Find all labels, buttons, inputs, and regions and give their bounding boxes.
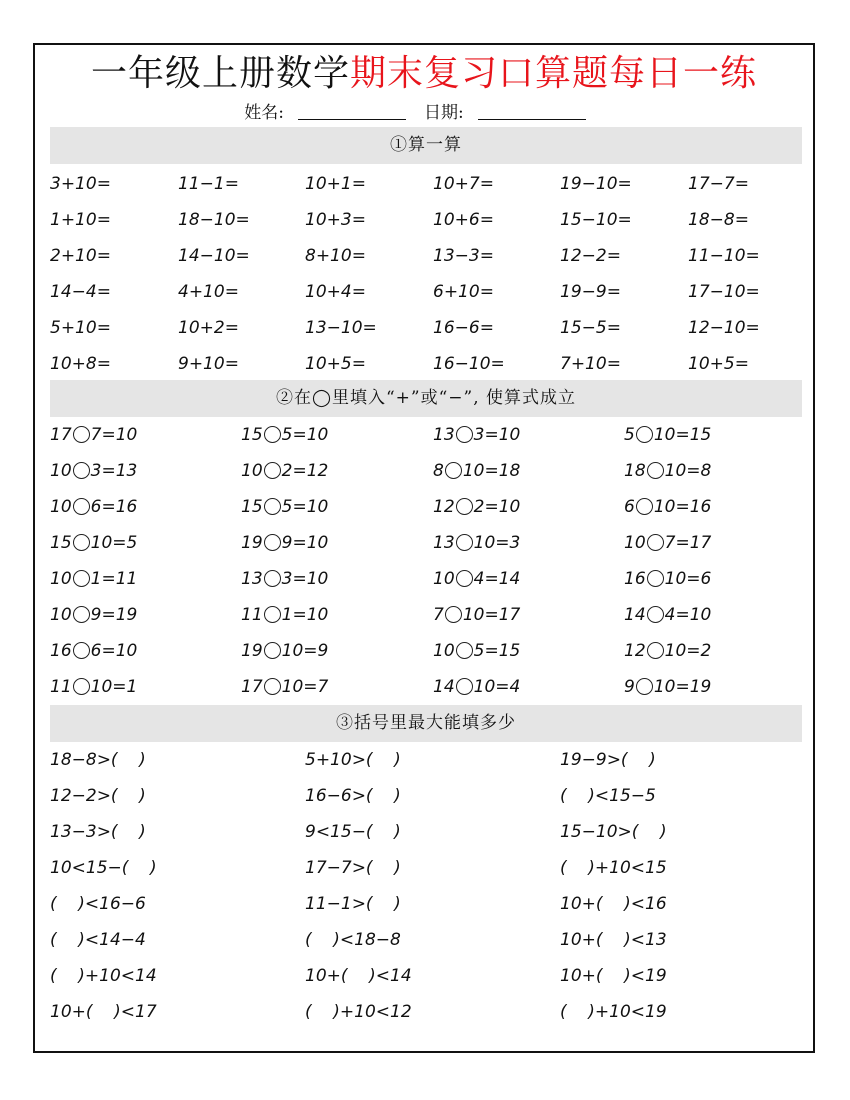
right-expression: 10=4	[473, 677, 521, 697]
arithmetic-problem[interactable]: 10+1=	[305, 174, 366, 194]
operator-circle-blank[interactable]	[264, 642, 281, 659]
operator-fill-problem	[433, 489, 520, 525]
left-operand: 10	[433, 641, 455, 661]
operator-circle-blank[interactable]	[647, 642, 664, 659]
arithmetic-problem[interactable]: 10+2=	[178, 318, 239, 338]
operator-fill-problem	[241, 597, 328, 633]
bracket-fill-problem[interactable]: ( )<15−5	[560, 786, 656, 806]
problem-row	[50, 669, 802, 705]
operator-fill-problem	[50, 525, 137, 561]
operator-circle-blank[interactable]	[456, 498, 473, 515]
problem-row	[50, 778, 802, 814]
operator-fill-problem	[433, 453, 520, 489]
operator-circle-blank[interactable]	[264, 606, 281, 623]
left-operand: 15	[50, 533, 72, 553]
right-expression: 5=10	[281, 497, 329, 517]
left-operand: 10	[50, 569, 72, 589]
problem-row	[50, 742, 802, 778]
operator-circle-blank[interactable]	[636, 498, 653, 515]
left-operand: 19	[241, 533, 263, 553]
operator-circle-blank[interactable]	[456, 570, 473, 587]
arithmetic-problem[interactable]: 2+10=	[50, 246, 111, 266]
name-date-line	[35, 101, 813, 125]
right-expression: 3=13	[90, 461, 138, 481]
left-operand: 17	[241, 677, 263, 697]
right-expression: 10=16	[653, 497, 712, 517]
arithmetic-problem[interactable]: 10+5=	[305, 354, 366, 374]
arithmetic-problem[interactable]: 10+5=	[688, 354, 749, 374]
arithmetic-problem[interactable]: 3+10=	[50, 174, 111, 194]
operator-fill-problem	[433, 525, 520, 561]
bracket-fill-problem[interactable]: 10+( )<17	[50, 1002, 157, 1022]
arithmetic-problem[interactable]: 8+10=	[305, 246, 366, 266]
arithmetic-problem[interactable]: 14−10=	[178, 246, 250, 266]
operator-fill-problem	[624, 669, 711, 705]
section-1-problems	[50, 166, 802, 382]
operator-circle-blank[interactable]	[636, 426, 653, 443]
right-expression: 10=18	[462, 461, 521, 481]
operator-fill-problem	[624, 597, 711, 633]
left-operand: 10	[50, 605, 72, 625]
bracket-fill-problem[interactable]: ( )<18−8	[305, 930, 401, 950]
operator-fill-problem	[433, 669, 520, 705]
arithmetic-problem[interactable]: 19−9=	[560, 282, 621, 302]
operator-fill-problem	[241, 633, 328, 669]
bracket-fill-problem[interactable]: 10+( )<16	[560, 894, 667, 914]
operator-circle-blank[interactable]	[647, 570, 664, 587]
right-expression: 9=10	[281, 533, 329, 553]
arithmetic-problem[interactable]: 13−3=	[433, 246, 494, 266]
problem-row	[50, 994, 802, 1030]
problem-row	[50, 202, 802, 238]
operator-circle-blank[interactable]	[445, 606, 462, 623]
right-expression: 3=10	[473, 425, 521, 445]
bracket-fill-problem[interactable]: 18−8>( )	[50, 750, 146, 770]
right-expression: 10=15	[653, 425, 712, 445]
arithmetic-problem[interactable]: 18−10=	[178, 210, 250, 230]
right-expression: 7=10	[90, 425, 138, 445]
arithmetic-problem[interactable]: 18−8=	[688, 210, 749, 230]
left-operand: 7	[433, 605, 444, 625]
problem-row	[50, 633, 802, 669]
operator-circle-blank[interactable]	[264, 426, 281, 443]
arithmetic-problem[interactable]: 15−10=	[560, 210, 632, 230]
operator-circle-blank[interactable]	[73, 426, 90, 443]
bracket-fill-problem[interactable]: 17−7>( )	[305, 858, 401, 878]
left-operand: 10	[433, 569, 455, 589]
right-expression: 10=19	[653, 677, 712, 697]
left-operand: 17	[50, 425, 72, 445]
left-operand: 13	[433, 533, 455, 553]
problem-row	[50, 238, 802, 274]
bracket-fill-problem[interactable]: 13−3>( )	[50, 822, 146, 842]
right-expression: 1=11	[90, 569, 138, 589]
left-operand: 12	[624, 641, 646, 661]
operator-circle-blank[interactable]	[445, 462, 462, 479]
operator-circle-blank[interactable]	[636, 678, 653, 695]
arithmetic-problem[interactable]: 15−5=	[560, 318, 621, 338]
left-operand: 11	[50, 677, 72, 697]
right-expression: 5=10	[281, 425, 329, 445]
bracket-fill-problem[interactable]: 15−10>( )	[560, 822, 667, 842]
date-blank-field[interactable]	[478, 101, 586, 120]
right-expression: 4=14	[473, 569, 521, 589]
right-expression: 10=9	[281, 641, 329, 661]
problem-row	[50, 597, 802, 633]
left-operand: 13	[241, 569, 263, 589]
arithmetic-problem[interactable]: 17−7=	[688, 174, 749, 194]
operator-fill-problem	[624, 489, 711, 525]
arithmetic-problem[interactable]: 7+10=	[560, 354, 621, 374]
right-expression: 6=16	[90, 497, 138, 517]
section-1-heading: ①算一算	[50, 127, 802, 164]
problem-row	[50, 814, 802, 850]
operator-circle-blank[interactable]	[456, 642, 473, 659]
right-expression: 3=10	[281, 569, 329, 589]
operator-circle-blank[interactable]	[264, 678, 281, 695]
operator-circle-blank[interactable]	[73, 498, 90, 515]
right-expression: 9=19	[90, 605, 138, 625]
right-expression: 10=8	[664, 461, 712, 481]
left-operand: 10	[50, 497, 72, 517]
right-expression: 10=1	[90, 677, 138, 697]
bracket-fill-problem[interactable]: ( )<14−4	[50, 930, 146, 950]
operator-fill-problem	[50, 489, 137, 525]
bracket-fill-problem[interactable]: 12−2>( )	[50, 786, 146, 806]
problem-row	[50, 274, 802, 310]
operator-fill-problem	[241, 669, 328, 705]
left-operand: 10	[50, 461, 72, 481]
operator-fill-problem	[241, 453, 328, 489]
bracket-fill-problem[interactable]: 16−6>( )	[305, 786, 401, 806]
problem-row	[50, 525, 802, 561]
operator-circle-blank[interactable]	[264, 498, 281, 515]
operator-fill-problem	[241, 561, 328, 597]
operator-fill-problem	[433, 633, 520, 669]
left-operand: 12	[433, 497, 455, 517]
problem-row	[50, 886, 802, 922]
operator-circle-blank[interactable]	[73, 606, 90, 623]
arithmetic-problem[interactable]: 4+10=	[178, 282, 239, 302]
right-expression: 10=17	[462, 605, 521, 625]
arithmetic-problem[interactable]: 9+10=	[178, 354, 239, 374]
left-operand: 9	[624, 677, 635, 697]
worksheet-title	[35, 51, 813, 97]
problem-row	[50, 417, 802, 453]
operator-fill-problem	[624, 453, 711, 489]
arithmetic-problem[interactable]: 10+8=	[50, 354, 111, 374]
operator-circle-blank[interactable]	[647, 534, 664, 551]
right-expression: 5=15	[473, 641, 521, 661]
left-operand: 18	[624, 461, 646, 481]
bracket-fill-problem[interactable]: 11−1>( )	[305, 894, 401, 914]
operator-fill-problem	[241, 525, 328, 561]
arithmetic-problem[interactable]: 10+4=	[305, 282, 366, 302]
section-3-heading: ③括号里最大能填多少	[50, 705, 802, 742]
bracket-fill-problem[interactable]: 10<15−( )	[50, 858, 157, 878]
left-operand: 11	[241, 605, 263, 625]
right-expression: 1=10	[281, 605, 329, 625]
problem-row	[50, 346, 802, 382]
operator-fill-problem	[624, 417, 711, 453]
operator-circle-blank[interactable]	[456, 678, 473, 695]
right-expression: 10=3	[473, 533, 521, 553]
bracket-fill-problem[interactable]: 10+( )<13	[560, 930, 667, 950]
left-operand: 10	[241, 461, 263, 481]
arithmetic-problem[interactable]: 16−10=	[433, 354, 505, 374]
bracket-fill-problem[interactable]: ( )<16−6	[50, 894, 146, 914]
left-operand: 14	[624, 605, 646, 625]
operator-fill-problem	[624, 561, 711, 597]
operator-circle-blank[interactable]	[647, 606, 664, 623]
operator-circle-blank[interactable]	[264, 462, 281, 479]
bracket-fill-problem[interactable]: ( )+10<14	[50, 966, 157, 986]
bracket-fill-problem[interactable]: ( )+10<12	[305, 1002, 412, 1022]
operator-fill-problem	[624, 525, 711, 561]
right-expression: 2=12	[281, 461, 329, 481]
operator-circle-blank[interactable]	[73, 678, 90, 695]
operator-circle-blank[interactable]	[73, 570, 90, 587]
operator-fill-problem	[433, 597, 520, 633]
arithmetic-problem[interactable]: 11−1=	[178, 174, 239, 194]
left-operand: 15	[241, 497, 263, 517]
arithmetic-problem[interactable]: 11−10=	[688, 246, 760, 266]
right-expression: 10=5	[90, 533, 138, 553]
operator-circle-blank[interactable]	[647, 462, 664, 479]
problem-row	[50, 850, 802, 886]
left-operand: 16	[624, 569, 646, 589]
left-operand: 16	[50, 641, 72, 661]
right-expression: 10=2	[664, 641, 712, 661]
bracket-fill-problem[interactable]: 19−9>( )	[560, 750, 656, 770]
operator-fill-problem	[433, 417, 520, 453]
bracket-fill-problem[interactable]: 9<15−( )	[305, 822, 401, 842]
title-black-part: 一年级上册数学	[90, 53, 350, 94]
section-2-heading-text: ②在◯里填入“+”或“−”, 使算式成立	[275, 388, 577, 408]
date-label: 日期:	[424, 103, 464, 123]
operator-circle-blank[interactable]	[73, 642, 90, 659]
bracket-fill-problem[interactable]: 5+10>( )	[305, 750, 401, 770]
name-label: 姓名:	[244, 103, 284, 123]
arithmetic-problem[interactable]: 17−10=	[688, 282, 760, 302]
arithmetic-problem[interactable]: 12−2=	[560, 246, 621, 266]
left-operand: 5	[624, 425, 635, 445]
left-operand: 13	[433, 425, 455, 445]
operator-fill-problem	[50, 453, 137, 489]
right-expression: 4=10	[664, 605, 712, 625]
operator-fill-problem	[241, 489, 328, 525]
problem-row	[50, 561, 802, 597]
operator-fill-problem	[433, 561, 520, 597]
section-2-heading	[50, 380, 802, 417]
problem-row	[50, 922, 802, 958]
arithmetic-problem[interactable]: 10+7=	[433, 174, 494, 194]
operator-circle-blank[interactable]	[456, 426, 473, 443]
left-operand: 8	[433, 461, 444, 481]
problem-row	[50, 453, 802, 489]
arithmetic-problem[interactable]: 13−10=	[305, 318, 377, 338]
operator-fill-problem	[50, 633, 137, 669]
operator-circle-blank[interactable]	[264, 570, 281, 587]
right-expression: 6=10	[90, 641, 138, 661]
operator-circle-blank[interactable]	[73, 462, 90, 479]
arithmetic-problem[interactable]: 10+3=	[305, 210, 366, 230]
name-blank-field[interactable]	[298, 101, 406, 120]
operator-circle-blank[interactable]	[73, 534, 90, 551]
bracket-fill-problem[interactable]: 10+( )<14	[305, 966, 412, 986]
right-expression: 10=6	[664, 569, 712, 589]
arithmetic-problem[interactable]: 10+6=	[433, 210, 494, 230]
operator-fill-problem	[50, 561, 137, 597]
right-expression: 2=10	[473, 497, 521, 517]
arithmetic-problem[interactable]: 19−10=	[560, 174, 632, 194]
left-operand: 15	[241, 425, 263, 445]
arithmetic-problem[interactable]: 6+10=	[433, 282, 494, 302]
left-operand: 10	[624, 533, 646, 553]
operator-fill-problem	[50, 597, 137, 633]
problem-row	[50, 166, 802, 202]
arithmetic-problem[interactable]: 5+10=	[50, 318, 111, 338]
bracket-fill-problem[interactable]: ( )+10<19	[560, 1002, 667, 1022]
left-operand: 19	[241, 641, 263, 661]
operator-fill-problem	[624, 633, 711, 669]
arithmetic-problem[interactable]: 16−6=	[433, 318, 494, 338]
right-expression: 10=7	[281, 677, 329, 697]
operator-fill-problem	[50, 417, 137, 453]
title-red-part: 期末复习口算题每日一练	[350, 53, 758, 94]
operator-circle-blank[interactable]	[264, 534, 281, 551]
left-operand: 6	[624, 497, 635, 517]
arithmetic-problem[interactable]: 14−4=	[50, 282, 111, 302]
operator-fill-problem	[241, 417, 328, 453]
right-expression: 7=17	[664, 533, 712, 553]
operator-circle-blank[interactable]	[456, 534, 473, 551]
problem-row	[50, 489, 802, 525]
worksheet	[33, 43, 815, 1053]
section-2-problems	[50, 417, 802, 705]
problem-row	[50, 958, 802, 994]
problem-row	[50, 310, 802, 346]
operator-fill-problem	[50, 669, 137, 705]
arithmetic-problem[interactable]: 1+10=	[50, 210, 111, 230]
left-operand: 14	[433, 677, 455, 697]
section-3-problems	[50, 742, 802, 1030]
bracket-fill-problem[interactable]: ( )+10<15	[560, 858, 667, 878]
arithmetic-problem[interactable]: 12−10=	[688, 318, 760, 338]
bracket-fill-problem[interactable]: 10+( )<19	[560, 966, 667, 986]
